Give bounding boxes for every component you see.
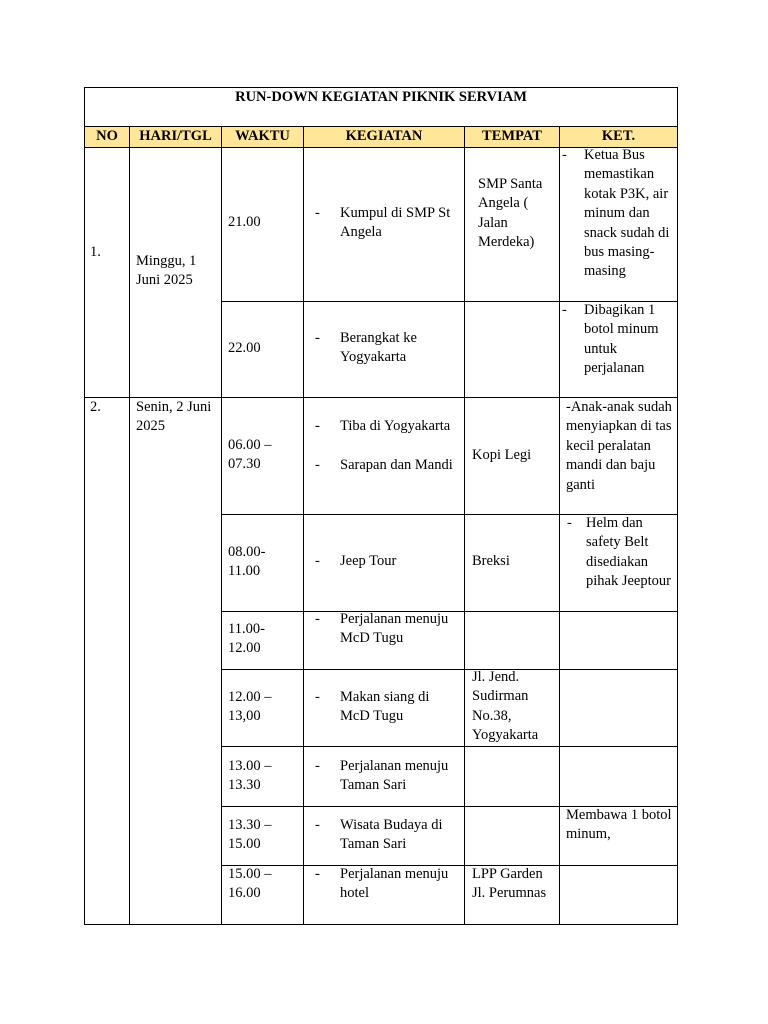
header-tempat: TEMPAT bbox=[482, 128, 542, 144]
bullet-dash: - bbox=[315, 553, 320, 569]
entry-activity: Jeep Tour bbox=[340, 553, 397, 569]
entry-activity: Tiba di Yogyakarta bbox=[340, 418, 451, 434]
entry-note: Membawa 1 botol minum, bbox=[566, 807, 672, 843]
bullet-dash: - bbox=[562, 147, 567, 163]
bullet-dash: - bbox=[315, 205, 320, 221]
entry-time: 13.00 – 13.30 bbox=[228, 758, 272, 794]
bullet-dash: - bbox=[315, 457, 320, 473]
entry-note: Dibagikan 1 botol minum untuk perjalanan bbox=[584, 302, 659, 377]
header-hari: HARI/TGL bbox=[139, 128, 212, 144]
row-date: Senin, 2 Juni 2025 bbox=[136, 399, 212, 435]
entry-activity: Berangkat ke Yogyakarta bbox=[340, 330, 417, 366]
entry-activity: Perjalanan menuju McD Tugu bbox=[340, 611, 449, 647]
bullet-dash: - bbox=[567, 515, 572, 531]
entry-note: Ketua Bus memastikan kotak P3K, air minum dan snack sudah di bus masing-masing bbox=[584, 147, 670, 280]
bullet-dash: - bbox=[562, 302, 567, 318]
entry-place: LPP Garden Jl. Perumnas bbox=[472, 866, 547, 902]
entry-activity: Sarapan dan Mandi bbox=[340, 457, 453, 473]
bullet-dash: - bbox=[315, 758, 320, 774]
entry-activity: Perjalanan menuju Taman Sari bbox=[340, 758, 449, 794]
bullet-dash: - bbox=[315, 330, 320, 346]
entry-note: Helm dan safety Belt disediakan pihak Jeeptour bbox=[586, 515, 671, 590]
entry-time: 06.00 – 07.30 bbox=[228, 437, 272, 473]
row-date: Minggu, 1 Juni 2025 bbox=[136, 253, 197, 289]
entry-activity: Wisata Budaya di Taman Sari bbox=[340, 817, 443, 853]
row-no: 2. bbox=[90, 399, 101, 415]
bullet-dash: - bbox=[315, 817, 320, 833]
entry-time: 22.00 bbox=[228, 340, 261, 356]
entry-note: -Anak-anak sudah menyiapkan di tas kecil peralatan mandi dan baju ganti bbox=[566, 399, 672, 493]
header-waktu: WAKTU bbox=[235, 128, 290, 144]
header-kegiatan: KEGIATAN bbox=[345, 128, 423, 144]
entry-time: 12.00 – 13,00 bbox=[228, 689, 272, 725]
entry-activity: Perjalanan menuju hotel bbox=[340, 866, 449, 902]
row-no: 1. bbox=[90, 244, 101, 260]
entry-activity: Makan siang di McD Tugu bbox=[340, 689, 430, 725]
entry-activity: Kumpul di SMP St Angela bbox=[340, 205, 451, 241]
bullet-dash: - bbox=[315, 689, 320, 705]
entry-time: 21.00 bbox=[228, 214, 261, 230]
entry-place: Kopi Legi bbox=[472, 447, 532, 463]
entry-time: 15.00 – 16.00 bbox=[228, 866, 272, 902]
header-ket: KET. bbox=[601, 128, 636, 144]
bullet-dash: - bbox=[315, 866, 320, 882]
entry-time: 08.00- 11.00 bbox=[228, 544, 266, 580]
header-no: NO bbox=[96, 128, 118, 144]
bullet-dash: - bbox=[315, 611, 320, 627]
entry-time: 11.00- 12.00 bbox=[228, 621, 265, 657]
entry-place: Breksi bbox=[472, 553, 510, 569]
entry-place: Jl. Jend. Sudirman No.38, Yogyakarta bbox=[472, 669, 539, 744]
entry-time: 13.30 – 15.00 bbox=[228, 817, 272, 853]
page-title: RUN-DOWN KEGIATAN PIKNIK SERVIAM bbox=[235, 89, 527, 105]
bullet-dash: - bbox=[315, 418, 320, 434]
entry-place: SMP Santa Angela ( Jalan Merdeka) bbox=[478, 176, 543, 251]
